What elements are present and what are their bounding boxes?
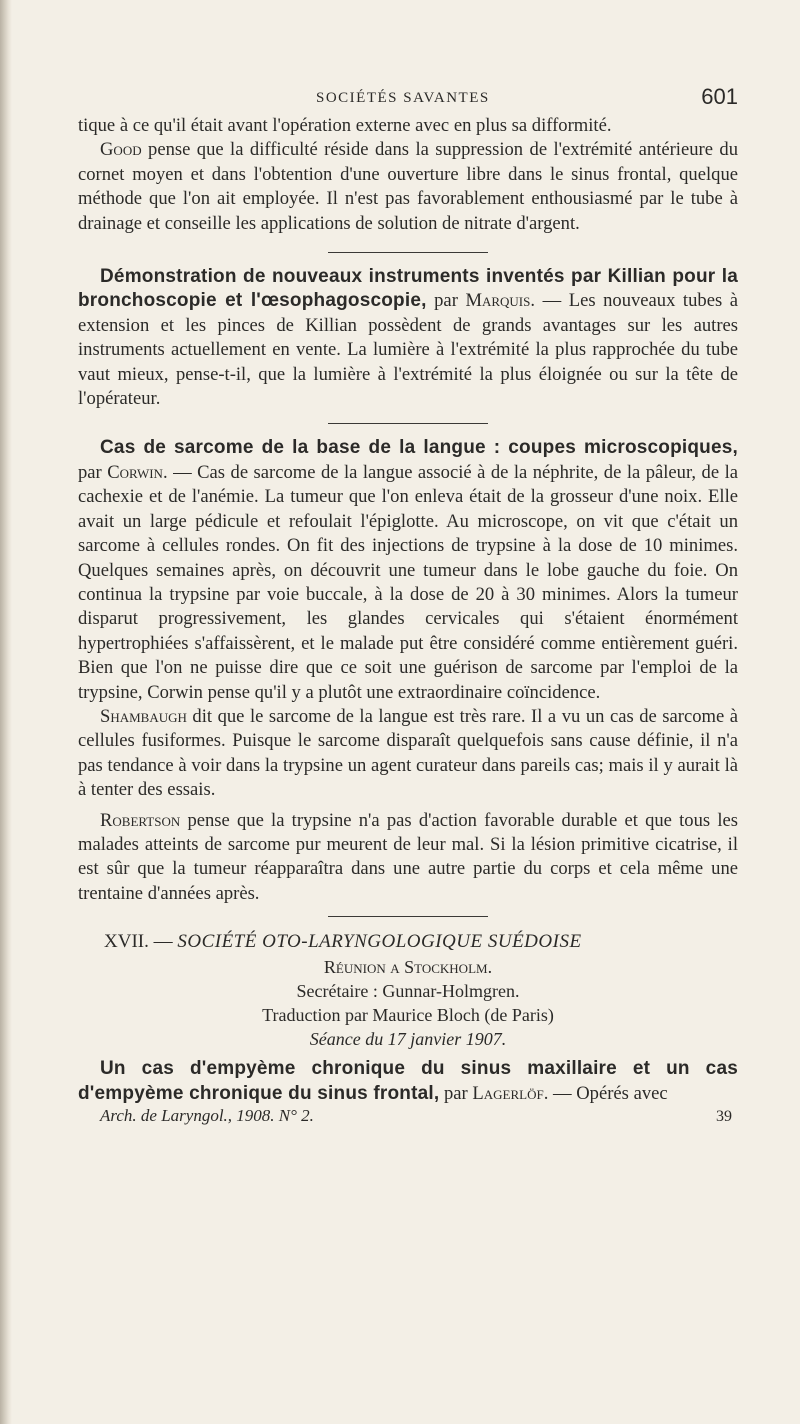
report-heading: Un cas d'empyème chronique du sinus maxillaire et un cas d'empyème chronique du sinus frontal, xyxy=(78,1058,738,1104)
section-divider xyxy=(328,423,488,424)
by-text: par xyxy=(78,461,108,483)
session-date: Séance du 17 janvier 1907. xyxy=(309,1029,507,1050)
speaker-name: Marquis xyxy=(465,290,531,312)
paragraph-good xyxy=(78,138,738,236)
by-text: par xyxy=(426,290,466,312)
page-number: 601 xyxy=(701,84,738,109)
running-head xyxy=(78,84,738,114)
report-killian xyxy=(78,265,738,411)
report-text: . — Les nouveaux tubes à extension et les pinces de Killian possèdent de grands avantages sur les autres instruments actuellement en vente. La lumière à l'extrémité la plus rapprochée du tube vaut mieux, pense-t-il, que la lumière à l'extrémité la plus éloignée ou sur la tête de l'opérateur. xyxy=(78,290,738,410)
journal-reference: Arch. de Laryngol., 1908. N° 2. xyxy=(100,1106,314,1125)
page-edge-shadow xyxy=(0,0,12,1424)
meeting-place: Réunion a Stockholm. xyxy=(323,957,493,978)
paragraph-text: dit que le sarcome de la langue est très rare. Il a vu un cas de sarcome à cellules fusiformes. Puisque le sarcome disparaît quelquefois sans cause définie, il n'a pas tendance à voir dans la trypsine un agent curateur dans pareils cas; mais il y aurait là à tenter des essais. xyxy=(78,705,738,801)
report-sarcome xyxy=(78,436,738,704)
paragraph-text: pense que la trypsine n'a pas d'action favorable durable et que tous les malades atteints de sarcome pur meurent de leur mal. Si la lésion primitive cicatrise, il est sûr que la tumeur réapparaîtra dans une autre partie du corps et cela même une trentaine d'années après. xyxy=(78,809,738,904)
section-number: XVII. — xyxy=(104,931,178,953)
book-page xyxy=(78,84,738,1130)
translation-line: Traduction par Maurice Bloch (de Paris) xyxy=(262,1005,554,1026)
secretary-line: Secrétaire : Gunnar-Holmgren. xyxy=(296,981,520,1002)
paragraph-robertson xyxy=(78,809,738,907)
section-title xyxy=(78,929,738,955)
speaker-name: Lagerlöf xyxy=(472,1082,544,1104)
report-heading: Cas de sarcome de la base de la langue : coupes microscopiques, xyxy=(100,437,738,459)
report-text: . — Cas de sarcome de la langue associé à de la néphrite, de la pâleur, de la cachexie et de l'anémie. La tumeur que l'on enleva était de la grosseur d'une noix. Elle avait un large pédicule et refoulait l'épiglotte. Au microscope, on vit que c'était un sarcome à cellules rondes. On fit des injections de trypsine à la dose de 10 minimes. Quelques semaines après, on découvrit une tumeur dans le lobe gauche du foie. On continua la trypsine par voie buccale, à la dose de 20 à 30 minimes. Alors la tumeur disparut progressivement, les glandes cervicales qui s'étaient énormément hypertrophiées s'affaissèrent, et le malade put être considéré comme entièrement guéri. Bien que l'on ne puisse dire que ce soit une guérison de sarcome par l'emploi de la trypsine, Corwin pense qu'il y a plutôt une extraordinaire coïncidence. xyxy=(78,461,738,703)
report-text: . — Opérés avec xyxy=(543,1082,668,1104)
paragraph-continuation: tique à ce qu'il était avant l'opération externe avec en plus sa difformité. xyxy=(78,115,612,136)
paragraph-text: pense que la difficulté réside dans la suppression de l'extrémité antérieure du cornet moyen et dans l'obtention d'une ouverture libre dans le sinus frontal, quelque méthode que l'on ait employée. Il n'est pas favorablement enthousiasmé par le tube à drainage et conseille les applications de solution de nitrate d'argent. xyxy=(78,139,738,234)
section-divider xyxy=(328,916,488,917)
speaker-name: Robertson xyxy=(100,809,181,831)
speaker-name: Good xyxy=(100,139,142,161)
report-empyeme xyxy=(78,1057,738,1106)
speaker-name: Corwin xyxy=(107,461,163,483)
society-name: SOCIÉTÉ OTO-LARYNGOLOGIQUE SUÉDOISE xyxy=(177,931,582,953)
report-heading: Démonstration de nouveaux instruments inventés par Killian pour la bronchoscopie et l'œsophagoscopie, xyxy=(78,266,738,312)
by-text: par xyxy=(439,1082,473,1104)
section-divider xyxy=(328,252,488,253)
signature-mark: 39 xyxy=(716,1108,732,1125)
page-footer xyxy=(78,1106,738,1130)
paragraph-shambaugh xyxy=(78,705,738,803)
running-title: SOCIÉTÉS SAVANTES xyxy=(316,90,490,106)
speaker-name: Shambaugh xyxy=(100,705,187,727)
